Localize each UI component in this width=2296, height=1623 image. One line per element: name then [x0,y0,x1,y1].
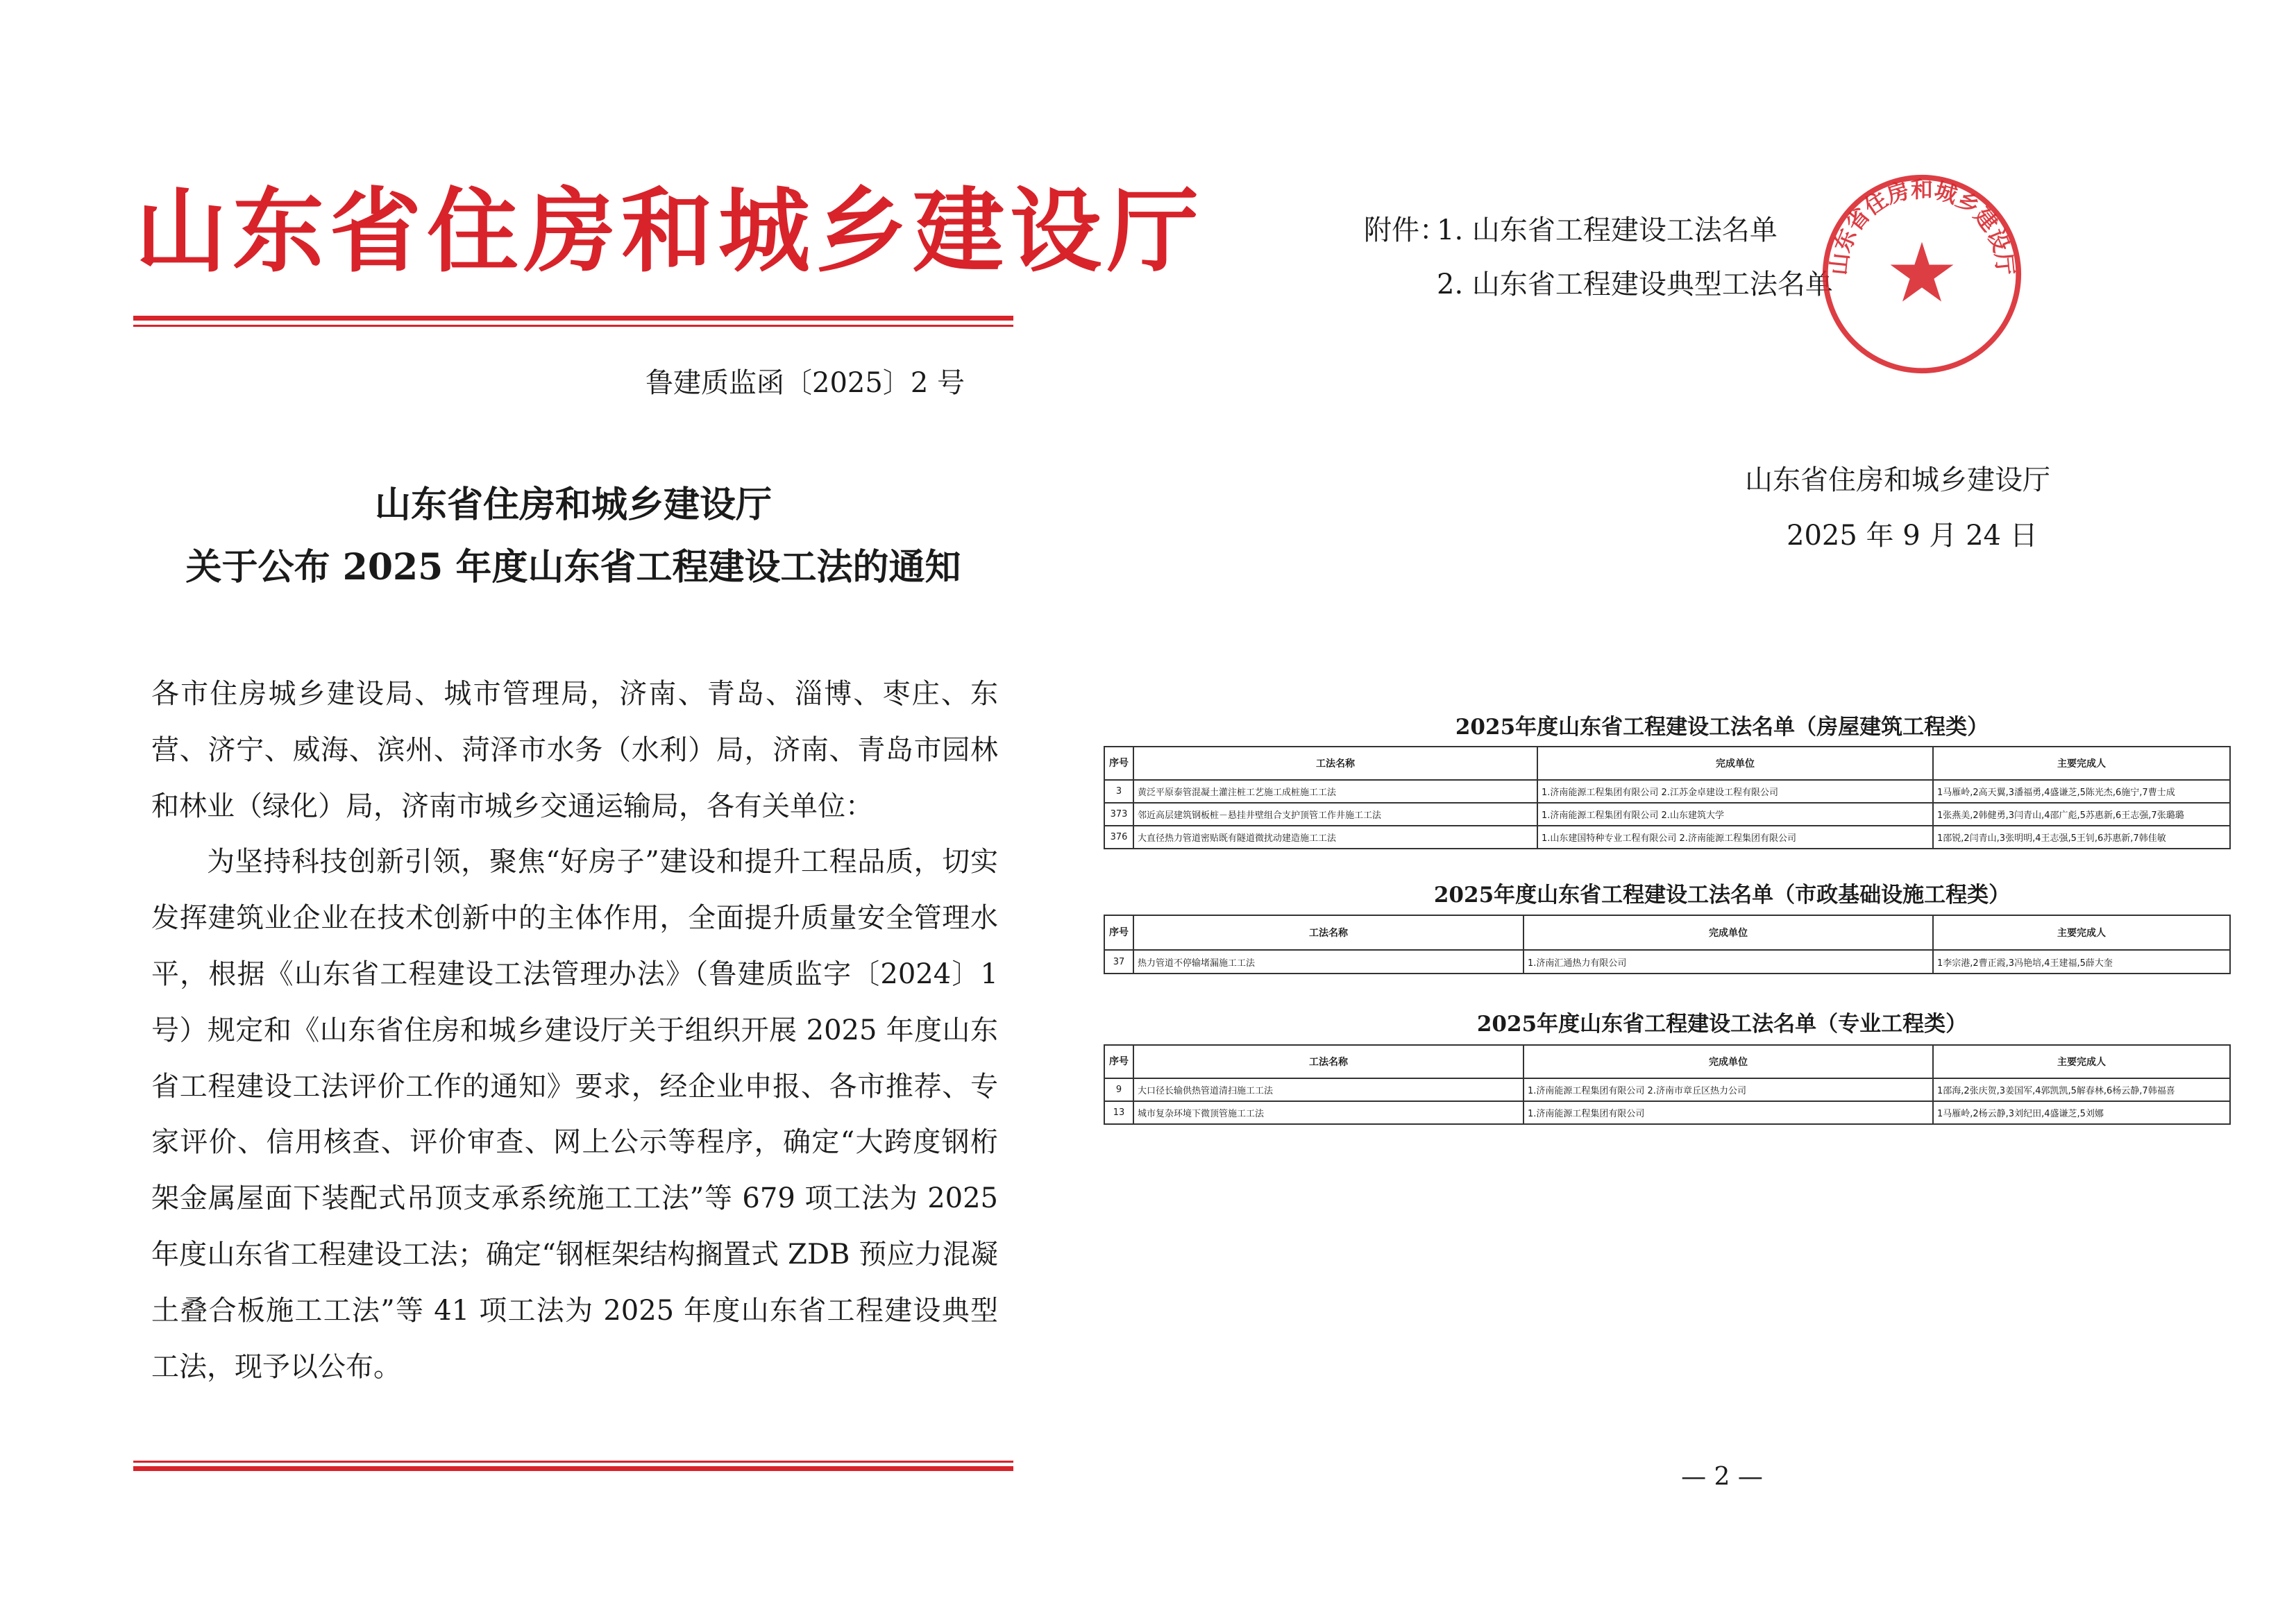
col-header-no: 序号 [1104,747,1133,780]
cell-people: 1马雁岭,2杨云静,3刘纪田,4盛谦芝,5刘娜 [1933,1101,2230,1124]
table-row [1104,950,2230,974]
main-paragraph: 为坚持科技创新引领，聚焦“好房子”建设和提升工程品质，切实发挥建筑业企业在技术创新中的主体作用，全面提升质量安全管理水平，根据《山东省工程建设工法管理办法》（鲁建质监字〔2024〕1 号）规定和《山东省住房和城乡建设厅关于组织开展 2025 年度山东省工程建设工法评价工作的通知》要求，经企业申报、各市推荐、专家评价、信用核查、评价审查、网上公示等程序，确定“大跨度钢桁架金属屋面下装配式吊顶支承系统施工工法”等 679 项工法为 2025 年度山东省工程建设工法；确定“钢框架结构搁置式 ZDB 预应力混凝土叠合板施工工法”等 41 项工法为 2025 年度山东省工程建设典型工法，现予以公布。 [151,846,998,1383]
cell-people: 1邵海,2张庆贺,3姜国军,4郭凯凯,5解春林,6杨云静,7韩福喜 [1933,1078,2230,1101]
seal-text: 山东省住房和城乡建设厅 [1825,176,2019,277]
cell-no: 373 [1104,803,1133,826]
col-header-people: 主要完成人 [1933,747,2230,780]
cell-no: 13 [1104,1101,1133,1124]
table-municipal-methods [1104,915,2231,974]
document-number: 鲁建质监函〔2025〕2 号 [645,367,965,399]
table-title-municipal: 2025年度山东省工程建设工法名单（市政基础设施工程类） [1433,883,2011,908]
attachment-item-2: 2. 山东省工程建设典型工法名单 [1437,269,1833,300]
table-specialty-methods [1104,1044,2231,1125]
table-title-specialty: 2025年度山东省工程建设工法名单（专业工程类） [1476,1012,1968,1037]
red-divider-thick [133,316,1013,321]
cell-method: 大口径长输供热管道清扫施工工法 [1133,1078,1523,1101]
notice-title-line1: 山东省住房和城乡建设厅 [374,484,772,526]
cell-people: 1李宗港,2曹正霞,3冯艳培,4王建福,5薛大奎 [1933,950,2230,974]
attachment-label: 附件： [1364,214,1447,246]
cell-unit: 1.济南能源工程集团有限公司 2.江苏金卓建设工程有限公司 [1537,780,1933,803]
cell-no: 3 [1104,780,1133,803]
table-row [1104,1101,2230,1124]
cell-method: 大直径热力管道密贴既有隧道微扰动建造施工工法 [1133,826,1537,849]
official-seal-image [1821,173,2023,375]
notice-title-line2: 关于公布 2025 年度山东省工程建设工法的通知 [185,546,961,588]
col-header-unit: 完成单位 [1523,1045,1933,1078]
cell-unit: 1.济南能源工程集团有限公司 2.山东建筑大学 [1537,803,1933,826]
col-header-method: 工法名称 [1133,1045,1523,1078]
col-header-people: 主要完成人 [1933,915,2230,950]
col-header-method: 工法名称 [1133,747,1537,780]
cell-people: 1张燕美,2韩健勇,3闫青山,4邵广彪,5苏惠新,6王志强,7张璐璐 [1933,803,2230,826]
signature-org: 山东省住房和城乡建设厅 [1745,464,2050,496]
col-header-method: 工法名称 [1133,915,1523,950]
table-building-methods [1104,746,2231,849]
attachment-item-1: 1. 山东省工程建设工法名单 [1437,214,1778,246]
cell-unit: 1.山东建国特种专业工程有限公司 2.济南能源工程集团有限公司 [1537,826,1933,849]
table-title-building: 2025年度山东省工程建设工法名单（房屋建筑工程类） [1455,715,1989,740]
cell-no: 376 [1104,826,1133,849]
table-row [1104,1078,2230,1101]
cell-no: 37 [1104,950,1133,974]
notice-body [151,666,998,1395]
cell-people: 1马雁岭,2高天翼,3潘福勇,4盛谦芝,5陈光杰,6施宁,7曹士成 [1933,780,2230,803]
recipients: 各市住房城乡建设局、城市管理局，济南、青岛、淄博、枣庄、东营、济宁、威海、滨州、菏泽市水务（水利）局，济南、青岛市园林和林业（绿化）局，济南市城乡交通运输局，各有关单位： [151,678,998,822]
cell-method: 黄泛平原泰管混凝土灌注桩工艺施工成桩施工工法 [1133,780,1537,803]
col-header-unit: 完成单位 [1537,747,1933,780]
cell-method: 城市复杂环境下微顶管施工工法 [1133,1101,1523,1124]
cell-method: 热力管道不停输堵漏施工工法 [1133,950,1523,974]
col-header-unit: 完成单位 [1523,915,1933,950]
bottom-red-divider-thin [133,1461,1013,1463]
red-header-org-name: 山东省住房和城乡建设厅 [135,178,1204,285]
col-header-no: 序号 [1104,915,1133,950]
page-number: — 2 — [1681,1463,1763,1491]
cell-no: 9 [1104,1078,1133,1101]
red-divider-thin [133,325,1013,327]
cell-method: 邻近高层建筑钢板桩－悬挂井壁组合支护顶管工作井施工工法 [1133,803,1537,826]
cell-unit: 1.济南汇通热力有限公司 [1523,950,1933,974]
table-row [1104,826,2230,849]
bottom-red-divider-thick [133,1466,1013,1471]
table-row [1104,780,2230,803]
table-row [1104,803,2230,826]
cell-people: 1邵锐,2闫青山,3张明明,4王志强,5王钊,6苏惠新,7韩佳敏 [1933,826,2230,849]
cell-unit: 1.济南能源工程集团有限公司 [1523,1101,1933,1124]
cell-unit: 1.济南能源工程集团有限公司 2.济南市章丘区热力公司 [1523,1078,1933,1101]
col-header-people: 主要完成人 [1933,1045,2230,1078]
signature-date: 2025 年 9 月 24 日 [1787,520,2038,552]
col-header-no: 序号 [1104,1045,1133,1078]
